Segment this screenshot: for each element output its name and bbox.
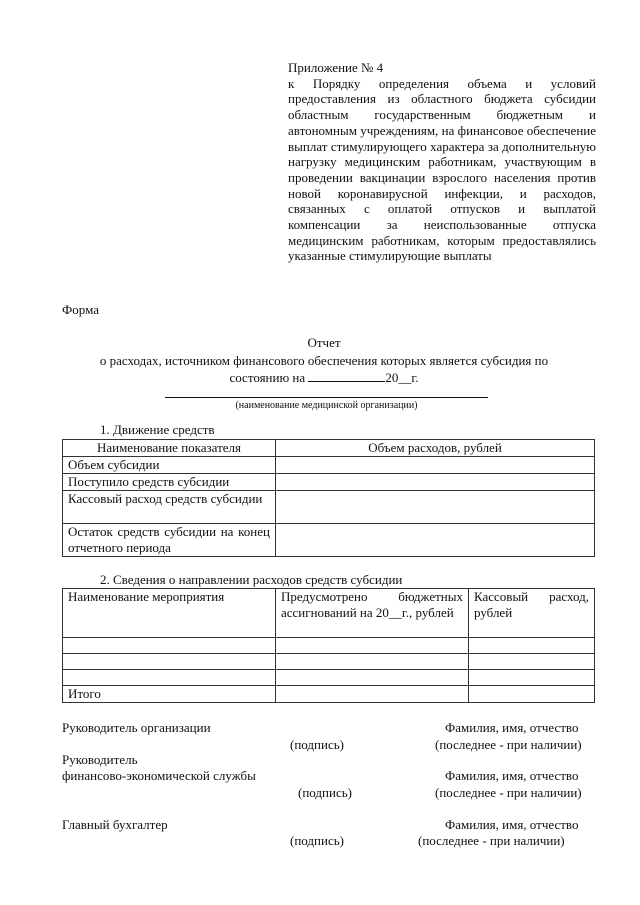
movement-table <box>62 439 595 557</box>
report-subtitle <box>62 352 586 386</box>
expenses-table <box>62 588 595 703</box>
org-name-line <box>165 397 488 398</box>
table2-header-allocated: Предусмотрено бюджетных ассигнований на 20__г., рублей <box>276 589 469 638</box>
fin-name-caption: (последнее - при наличии) <box>435 785 582 800</box>
fin-label-line1: Руководитель <box>62 752 138 767</box>
fin-signature-caption: (подпись) <box>298 785 352 800</box>
table1-row-value <box>276 474 595 491</box>
table1-row-label: Поступило средств субсидии <box>63 474 276 491</box>
section1-heading: 1. Движение средств <box>100 422 215 437</box>
head-name-caption: (последнее - при наличии) <box>435 737 582 752</box>
table2-header-cash: Кассовый расход, рублей <box>469 589 595 638</box>
table2-cell <box>276 654 469 670</box>
table2-cell <box>63 670 276 686</box>
accountant-name-label: Фамилия, имя, отчество <box>445 817 579 832</box>
head-label: Руководитель организации <box>62 720 211 735</box>
table2-cell <box>469 686 595 703</box>
table2-cell <box>469 654 595 670</box>
table2-cell <box>276 638 469 654</box>
fin-label-line2: финансово-экономической службы <box>62 768 256 783</box>
appendix-title: Приложение № 4 <box>288 60 384 75</box>
accountant-label: Главный бухгалтер <box>62 817 168 832</box>
table1-header-volume: Объем расходов, рублей <box>276 440 595 457</box>
form-label: Форма <box>62 302 99 317</box>
table2-cell <box>469 670 595 686</box>
head-name-label: Фамилия, имя, отчество <box>445 720 579 735</box>
table1-row-value <box>276 524 595 557</box>
table1-row-label: Кассовый расход средств субсидии <box>63 491 276 524</box>
report-title: Отчет <box>307 335 341 350</box>
org-caption: (наименование медицинской организации) <box>235 400 418 411</box>
accountant-name-caption: (последнее - при наличии) <box>418 833 565 848</box>
table1-row-label: Объем субсидии <box>63 457 276 474</box>
table2-cell <box>276 686 469 703</box>
table1-header-indicator: Наименование показателя <box>63 440 276 457</box>
report-subtitle-text: о расходах, источником финансового обеспечения которых является субсидия по <box>99 353 549 368</box>
table2-total-label: Итого <box>63 686 276 703</box>
table2-header-activity: Наименование мероприятия <box>63 589 276 638</box>
table1-row-label: Остаток средств субсидии на конец отчетного периода <box>63 524 276 557</box>
table2-cell <box>63 638 276 654</box>
table2-cell <box>469 638 595 654</box>
table1-row-value <box>276 457 595 474</box>
table1-row-value <box>276 491 595 524</box>
fin-name-label: Фамилия, имя, отчество <box>445 768 579 783</box>
head-signature-caption: (подпись) <box>290 737 344 752</box>
accountant-signature-caption: (подпись) <box>290 833 344 848</box>
table2-cell <box>276 670 469 686</box>
section2-heading: 2. Сведения о направлении расходов средств субсидии <box>100 572 403 587</box>
report-date-year: 20__г. <box>385 370 419 385</box>
appendix-text: к Порядку определения объема и условий предоставления из областного бюджета субсидии областным государственным бюджетным и автономным учреждениям, на финансовое обеспечение выплат стимулирующего характера за дополнительную нагрузку медицинским работникам, участвующим в проведении вакцинации взрослого населения против новой коронавирусной инфекции, и расходов, связанных с оплатой отпусков и выплатой компенсации за неиспользованные отпуска медицинским работникам, которым предоставлялись указанные стимулирующие выплаты <box>288 75 596 264</box>
date-blank <box>308 369 385 382</box>
appendix-block <box>288 60 596 264</box>
report-date-prefix: состоянию на <box>229 370 306 385</box>
table2-cell <box>63 654 276 670</box>
